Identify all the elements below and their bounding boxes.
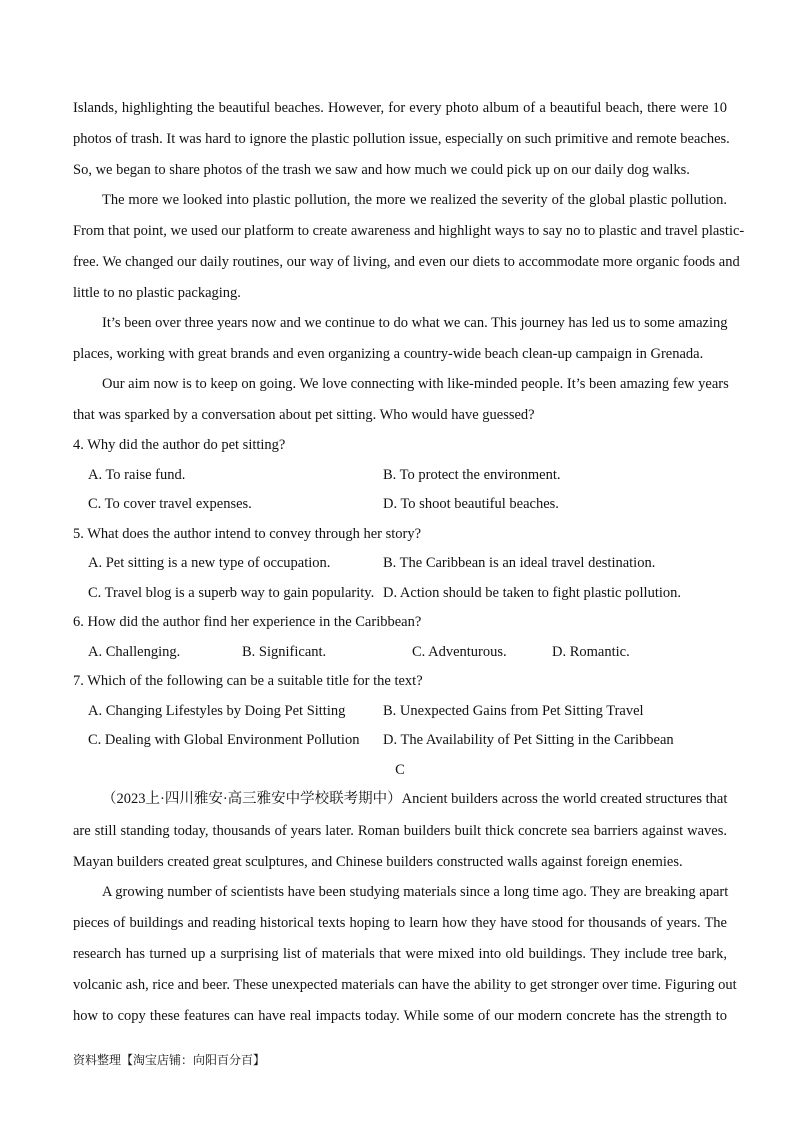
- passage-line: Islands, highlighting the beautiful beaches. However, for every photo album of a beautiful beach, there were 10: [73, 100, 727, 116]
- answer-option: D. To shoot beautiful beaches.: [383, 496, 559, 512]
- passage-line: Our aim now is to keep on going. We love connecting with like-minded people. It’s been amazing few years: [102, 376, 729, 392]
- answer-option: B. To protect the environment.: [383, 467, 561, 483]
- passage-line: The more we looked into plastic pollution, the more we realized the severity of the global plastic pollution.: [102, 192, 727, 208]
- answer-option: C. Adventurous.: [412, 644, 507, 660]
- answer-option: C. Dealing with Global Environment Pollution: [88, 732, 360, 748]
- answer-option: C. To cover travel expenses.: [88, 496, 252, 512]
- passage-line: research has turned up a surprising list of materials that were mixed into old buildings. They include tree bark,: [73, 946, 727, 962]
- passage-line: So, we began to share photos of the trash we saw and how much we could pick up on our daily dog walks.: [73, 162, 690, 178]
- passage-line: free. We changed our daily routines, our way of living, and even our diets to accommodate more organic foods and: [73, 254, 740, 270]
- passage-line: From that point, we used our platform to create awareness and highlight ways to say no to plastic and travel plastic-: [73, 223, 745, 239]
- answer-option: B. Unexpected Gains from Pet Sitting Travel: [383, 703, 644, 719]
- answer-option: A. Changing Lifestyles by Doing Pet Sitting: [88, 703, 346, 719]
- passage-line: volcanic ash, rice and beer. These unexpected materials can have the ability to get stronger over time. Figuring out: [73, 977, 737, 993]
- answer-option: A. Pet sitting is a new type of occupation.: [88, 555, 331, 571]
- section-heading: C: [395, 762, 405, 778]
- question-stem: 6. How did the author find her experience in the Caribbean?: [73, 614, 422, 630]
- answer-option: D. Action should be taken to fight plastic pollution.: [383, 585, 682, 601]
- question-stem: 7. Which of the following can be a suitable title for the text?: [73, 673, 423, 689]
- passage-line: Mayan builders created great sculptures, and Chinese builders constructed walls against foreign enemies.: [73, 854, 683, 870]
- footer-source-note: 资料整理【淘宝店铺：向阳百分百】: [73, 1053, 266, 1067]
- passage-line: pieces of buildings and reading historical texts hoping to learn how they have stood for thousands of years. The: [73, 915, 727, 931]
- answer-option: B. Significant.: [242, 644, 327, 660]
- answer-option: D. Romantic.: [552, 644, 630, 660]
- passage-line: It’s been over three years now and we continue to do what we can. This journey has led us to some amazing: [102, 315, 728, 331]
- answer-option: D. The Availability of Pet Sitting in the Caribbean: [383, 732, 674, 748]
- passage-line: little to no plastic packaging.: [73, 285, 241, 301]
- passage-line: photos of trash. It was hard to ignore the plastic pollution issue, especially on such primitive and remote beaches.: [73, 131, 730, 147]
- passage-line: A growing number of scientists have been studying materials since a long time ago. They are breaking apart: [102, 884, 729, 900]
- passage-line: （2023上·四川雅安·高三雅安中学校联考期中）Ancient builders across the world created structures that: [102, 791, 728, 807]
- passage-line: are still standing today, thousands of years later. Roman builders built thick concrete sea barriers against waves.: [73, 823, 727, 839]
- question-stem: 4. Why did the author do pet sitting?: [73, 437, 286, 453]
- answer-option: C. Travel blog is a superb way to gain popularity.: [88, 585, 375, 601]
- answer-option: B. The Caribbean is an ideal travel destination.: [383, 555, 656, 571]
- passage-line: places, working with great brands and even organizing a country-wide beach clean-up campaign in Grenada.: [73, 346, 704, 362]
- answer-option: A. Challenging.: [88, 644, 181, 660]
- passage-line: that was sparked by a conversation about pet sitting. Who would have guessed?: [73, 407, 535, 423]
- question-stem: 5. What does the author intend to convey through her story?: [73, 526, 422, 542]
- passage-line: how to copy these features can have real impacts today. While some of our modern concrete has the strength to: [73, 1008, 727, 1024]
- answer-option: A. To raise fund.: [88, 467, 186, 483]
